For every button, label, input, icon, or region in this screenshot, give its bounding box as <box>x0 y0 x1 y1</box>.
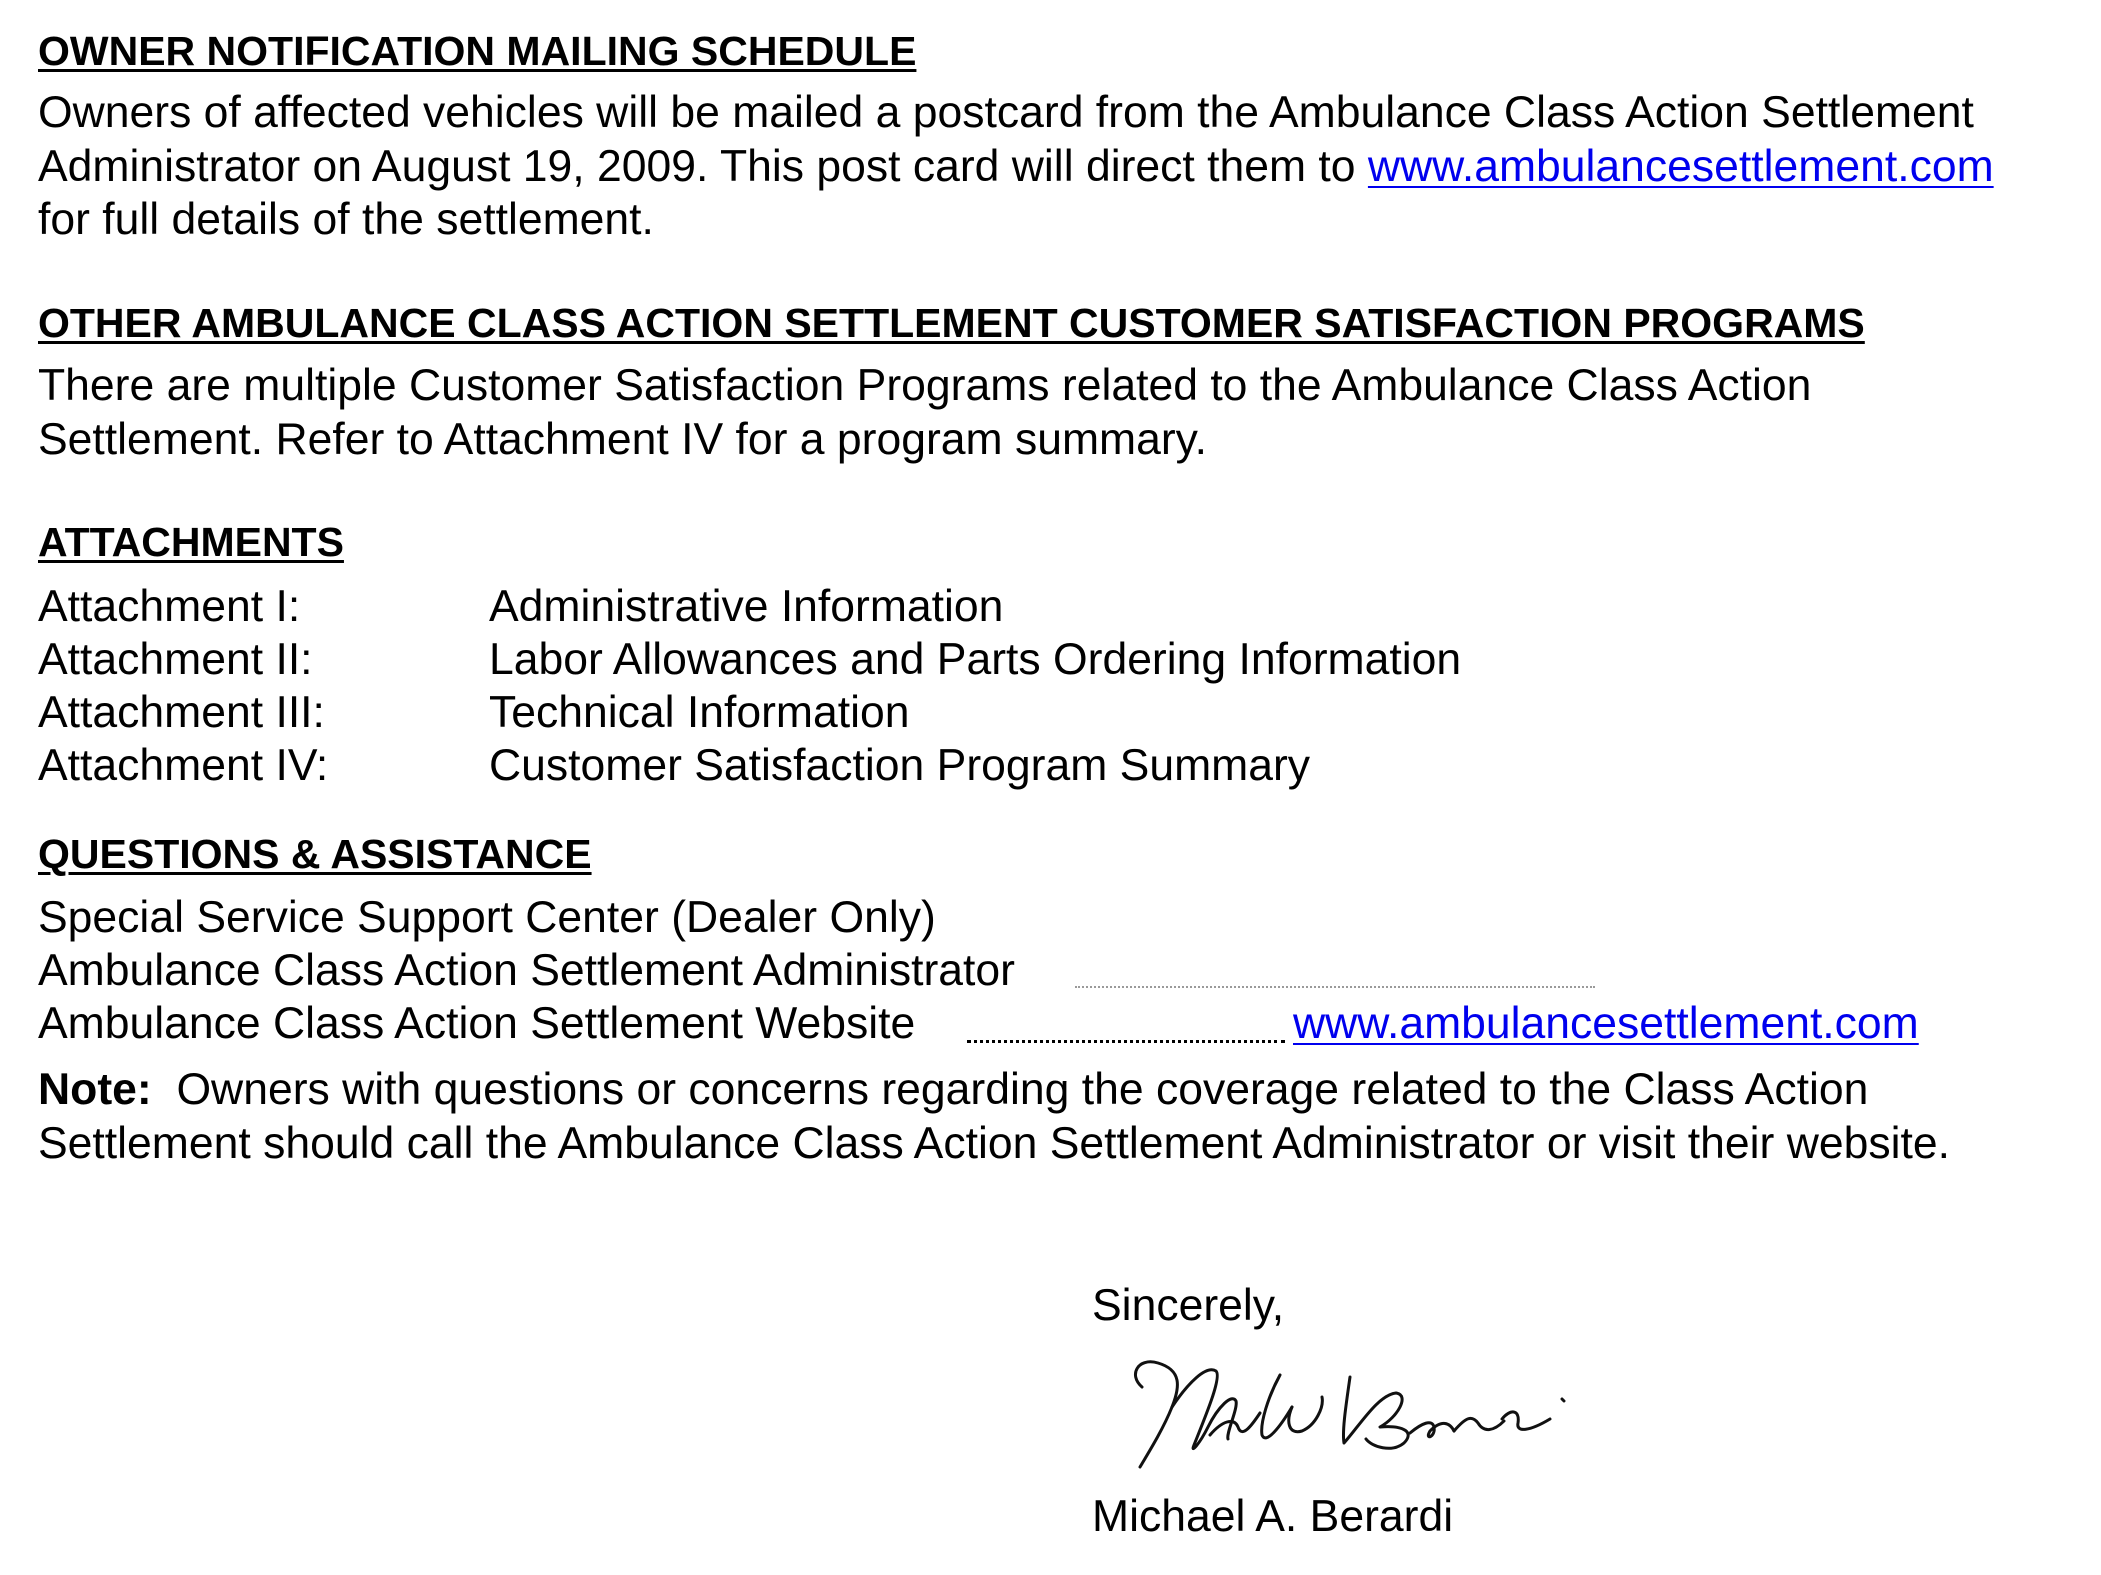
administrator-leader-dots <box>1075 986 1595 988</box>
mailing-schedule-heading: OWNER NOTIFICATION MAILING SCHEDULE <box>38 28 917 74</box>
attachment-description: Customer Satisfaction Program Summary <box>489 741 1311 790</box>
mailing-line-1: Owners of affected vehicles will be mailed a postcard from the Ambulance Class Action Settlement <box>38 88 1974 137</box>
settlement-website-link[interactable]: www.ambulancesettlement.com <box>1367 141 1994 191</box>
questions-heading: QUESTIONS & ASSISTANCE <box>38 831 592 877</box>
attachment-description: Labor Allowances and Parts Ordering Information <box>489 635 1462 684</box>
support-center-row: Special Service Support Center (Dealer Only) <box>38 893 936 942</box>
mailing-line-3: for full details of the settlement. <box>38 195 654 244</box>
attachment-label: Attachment IV: <box>38 741 329 790</box>
note-line-2: Settlement should call the Ambulance Class Action Settlement Administrator or visit their website. <box>38 1118 1950 1168</box>
attachments-heading: ATTACHMENTS <box>38 519 344 565</box>
mailing-line-2 <box>38 140 1994 194</box>
note-paragraph <box>38 1063 1950 1170</box>
attachment-label: Attachment I: <box>38 582 301 631</box>
settlement-website-link-2[interactable]: www.ambulancesettlement.com <box>1293 999 1919 1048</box>
note-line-1-text: Owners with questions or concerns regarding the coverage related to the Class Action <box>151 1065 1869 1114</box>
website-leader-dots <box>967 1040 1285 1043</box>
administrator-row: Ambulance Class Action Settlement Administrator <box>38 946 1015 995</box>
attachment-description: Technical Information <box>489 688 910 737</box>
attachment-label: Attachment III: <box>38 688 325 737</box>
closing-salutation: Sincerely, <box>1092 1281 1285 1330</box>
mailing-line-2-text: Administrator on August 19, 2009. This post card will direct them to <box>38 141 1368 191</box>
attachment-label: Attachment II: <box>38 635 313 684</box>
note-label: Note: <box>38 1065 152 1114</box>
website-row-link-wrap <box>1293 999 1919 1048</box>
other-programs-line-1: There are multiple Customer Satisfaction Programs related to the Ambulance Class Action <box>38 361 1812 410</box>
signer-name: Michael A. Berardi <box>1092 1492 1454 1541</box>
mailing-schedule-paragraph <box>38 86 1994 247</box>
other-programs-paragraph <box>38 359 1811 466</box>
signature-image <box>1110 1335 1590 1485</box>
attachment-description: Administrative Information <box>489 582 1004 631</box>
other-programs-heading: OTHER AMBULANCE CLASS ACTION SETTLEMENT CUSTOMER SATISFACTION PROGRAMS <box>38 300 1865 346</box>
website-row: Ambulance Class Action Settlement Website <box>38 999 916 1048</box>
note-line-1 <box>38 1063 1950 1117</box>
other-programs-line-2: Settlement. Refer to Attachment IV for a program summary. <box>38 414 1207 464</box>
